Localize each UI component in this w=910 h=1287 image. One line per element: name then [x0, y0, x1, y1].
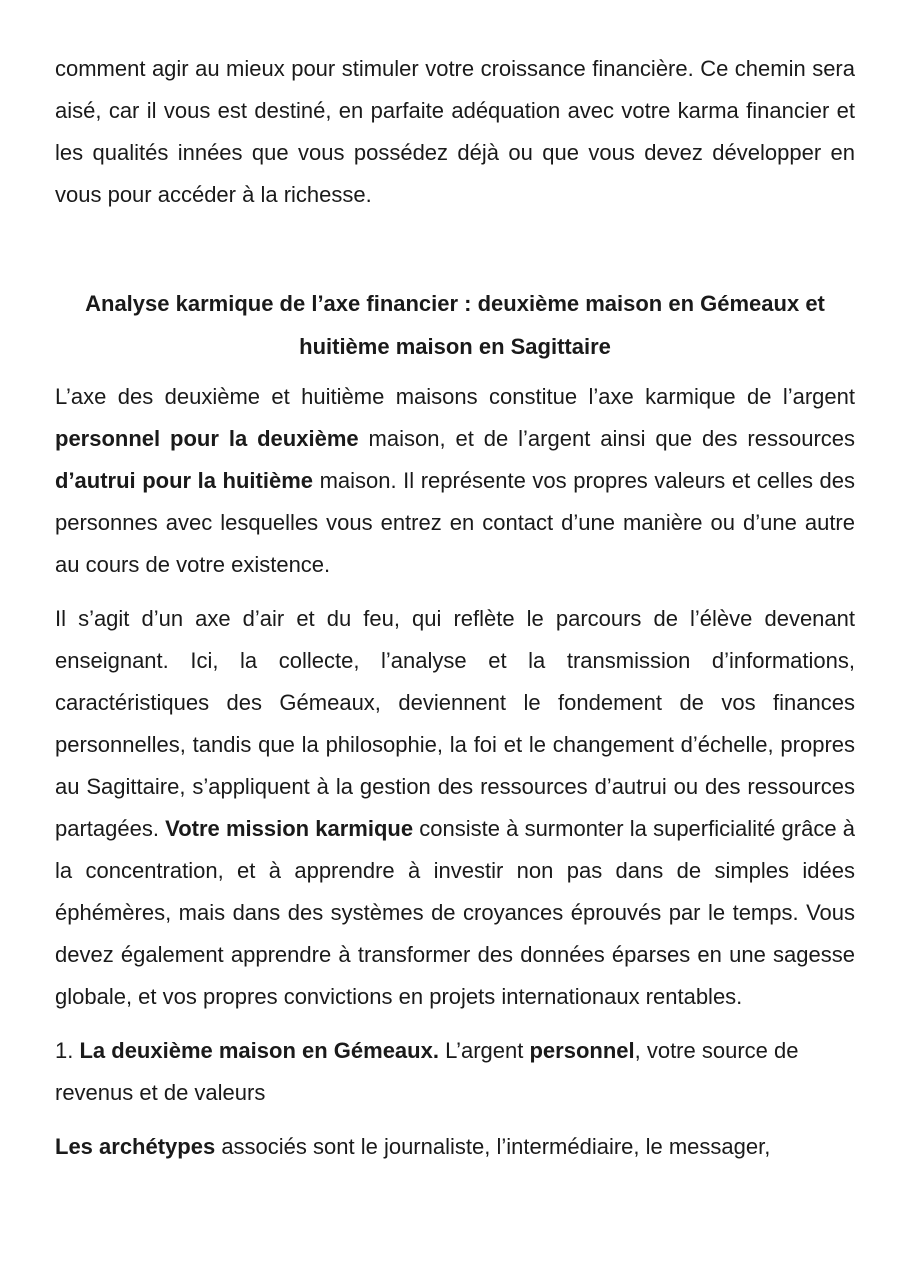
bold-run: Votre mission karmique — [165, 816, 414, 841]
bold-run: personnel pour la deuxième — [55, 426, 359, 451]
bold-run: Les archétypes — [55, 1134, 216, 1159]
text-run: consiste à surmonter la superficialité grâce à la concentration, et à apprendre à investir non pas dans de simples idées éphémères, mais dans des systèmes de croyances éprouvés par le temps. Vous devez également apprendre à transformer des données éparses en une sagesse globale, et vos propres convictions en projets internationaux rentables. — [55, 816, 855, 1009]
text-run: , votre source de revenus et de valeurs — [55, 1038, 799, 1105]
bold-run: d’autrui pour la huitième — [55, 468, 314, 493]
bold-run: personnel — [529, 1038, 635, 1063]
text-run: Il s’agit d’un axe d’air et du feu, qui reflète le parcours de l’élève devenant enseignant. Ici, la collecte, l’analyse et la transmission d’informations, caractéristiques des Gémeaux, deviennent le fondement de vos finances personnelles, tandis que la philosophie, la foi et le changement d’échelle, propres au Sagittaire, s’appliquent à la gestion des ressources d’autrui ou des ressources partagées. — [55, 606, 855, 841]
section-heading: Analyse karmique de l’axe financier : deuxième maison en Gémeaux et huitième maison en Sagittaire — [85, 291, 825, 359]
list-number: 1. — [55, 1038, 80, 1063]
text-run: maison, et de l’argent ainsi que des ressources — [358, 426, 856, 451]
document-page — [55, 48, 855, 1180]
paragraph-air-fire-axis — [55, 598, 855, 1018]
text-run: maison. Il représente vos propres valeurs et celles des personnes avec lesquelles vous entrez en contact d’une manière ou d’une autre au cours de votre existence. — [55, 468, 855, 577]
archetypes-line — [55, 1126, 855, 1168]
bold-run: La deuxième maison en Gémeaux. — [79, 1038, 439, 1063]
list-item-second-house — [55, 1030, 855, 1114]
paragraph-axis-definition — [55, 376, 855, 586]
intro-paragraph: comment agir au mieux pour stimuler votre croissance financière. Ce chemin sera aisé, car il vous est destiné, en parfaite adéquation avec votre karma financier et les qualités innées que vous possédez déjà ou que vous devez développer en vous pour accéder à la richesse. — [55, 56, 855, 207]
text-run: L’axe des deuxième et huitième maisons constitue l’axe karmique de l’argent — [55, 384, 855, 409]
text-run: associés sont le journaliste, l’intermédiaire, le messager, — [215, 1134, 771, 1159]
text-run: L’argent — [438, 1038, 530, 1063]
